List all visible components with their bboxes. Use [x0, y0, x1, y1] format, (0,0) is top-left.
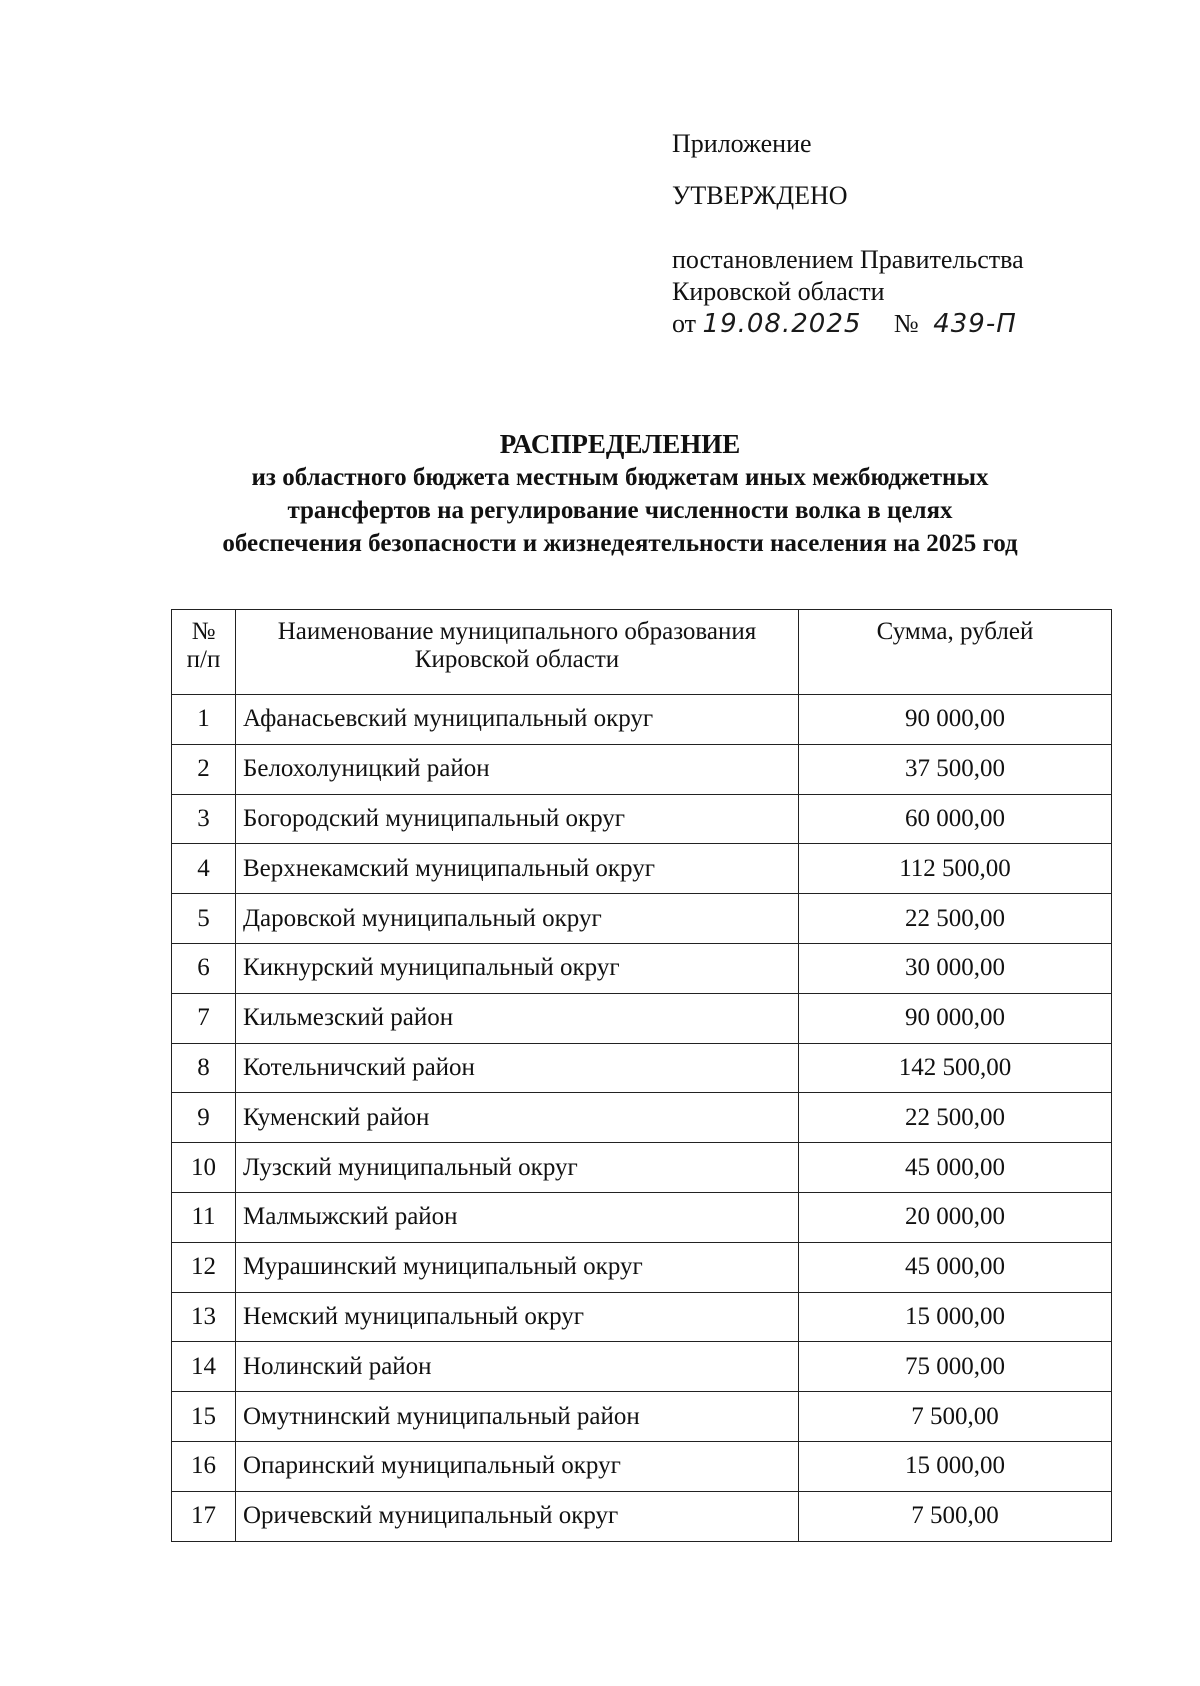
- table-row: [172, 1292, 1112, 1342]
- row-number: 3: [172, 794, 236, 844]
- row-amount: 22 500,00: [799, 1093, 1112, 1143]
- approval-block: [672, 128, 1092, 340]
- row-number: 6: [172, 943, 236, 993]
- title-line-1: из областного бюджета местным бюджетам иных межбюджетных: [251, 464, 989, 491]
- row-amount: 142 500,00: [799, 1043, 1112, 1093]
- table-row: [172, 1392, 1112, 1442]
- table-row: [172, 1342, 1112, 1392]
- row-name: Богородский муниципальный округ: [236, 794, 799, 844]
- date-prefix: от: [672, 309, 697, 338]
- row-amount: 30 000,00: [799, 943, 1112, 993]
- row-number: 5: [172, 894, 236, 944]
- row-amount: 15 000,00: [799, 1441, 1112, 1491]
- title-line-3: обеспечения безопасности и жизнедеятельности населения на 2025 год: [222, 530, 1018, 557]
- row-amount: 60 000,00: [799, 794, 1112, 844]
- table-header-row: [172, 610, 1112, 695]
- table-row: [172, 1192, 1112, 1242]
- row-name: Верхнекамский муниципальный округ: [236, 844, 799, 894]
- row-amount: 7 500,00: [799, 1392, 1112, 1442]
- row-name: Белохолуницкий район: [236, 744, 799, 794]
- row-amount: 20 000,00: [799, 1192, 1112, 1242]
- header-number: [172, 610, 236, 695]
- row-number: 13: [172, 1292, 236, 1342]
- row-amount: 37 500,00: [799, 744, 1112, 794]
- table-row: [172, 1491, 1112, 1541]
- row-name: Омутнинский муниципальный район: [236, 1392, 799, 1442]
- row-amount: 15 000,00: [799, 1292, 1112, 1342]
- header-name-line-2: Кировской области: [414, 646, 620, 673]
- title-line-2: трансфертов на регулирование численности волка в целях: [287, 497, 953, 524]
- handwritten-number: 439-П: [933, 309, 1017, 339]
- row-number: 10: [172, 1143, 236, 1193]
- table-row: [172, 695, 1112, 745]
- row-number: 8: [172, 1043, 236, 1093]
- row-number: 9: [172, 1093, 236, 1143]
- row-number: 11: [172, 1192, 236, 1242]
- appendix-label: Приложение: [672, 129, 812, 158]
- row-number: 16: [172, 1441, 236, 1491]
- row-amount: 45 000,00: [799, 1242, 1112, 1292]
- row-number: 17: [172, 1491, 236, 1541]
- row-amount: 7 500,00: [799, 1491, 1112, 1541]
- row-amount: 45 000,00: [799, 1143, 1112, 1193]
- table-row: [172, 1242, 1112, 1292]
- row-name: Немский муниципальный округ: [236, 1292, 799, 1342]
- table-row: [172, 1043, 1112, 1093]
- row-amount: 112 500,00: [799, 844, 1112, 894]
- header-amount: Сумма, рублей: [799, 610, 1112, 695]
- row-name: Кильмезский район: [236, 993, 799, 1043]
- resolution-line-1: постановлением Правительства: [672, 245, 1024, 274]
- row-number: 12: [172, 1242, 236, 1292]
- resolution-date-line: [672, 308, 1092, 340]
- table-row: [172, 1143, 1112, 1193]
- row-amount: 90 000,00: [799, 695, 1112, 745]
- table-row: [172, 993, 1112, 1043]
- row-amount: 22 500,00: [799, 894, 1112, 944]
- row-name: Опаринский муниципальный округ: [236, 1441, 799, 1491]
- row-number: 7: [172, 993, 236, 1043]
- number-sign: №: [893, 309, 919, 338]
- table-row: [172, 744, 1112, 794]
- row-name: Афанасьевский муниципальный округ: [236, 695, 799, 745]
- document-title: [140, 428, 1100, 560]
- row-number: 14: [172, 1342, 236, 1392]
- row-number: 2: [172, 744, 236, 794]
- distribution-table: [171, 609, 1112, 1542]
- row-name: Нолинский район: [236, 1342, 799, 1392]
- row-amount: 90 000,00: [799, 993, 1112, 1043]
- row-name: Даровской муниципальный округ: [236, 894, 799, 944]
- row-amount: 75 000,00: [799, 1342, 1112, 1392]
- row-number: 15: [172, 1392, 236, 1442]
- header-number-line-2: п/п: [186, 646, 221, 673]
- resolution-line-2: Кировской области: [672, 277, 885, 306]
- table-row: [172, 844, 1112, 894]
- table-row: [172, 1441, 1112, 1491]
- row-name: Котельничский район: [236, 1043, 799, 1093]
- row-name: Мурашинский муниципальный округ: [236, 1242, 799, 1292]
- row-name: Кикнурский муниципальный округ: [236, 943, 799, 993]
- table-row: [172, 794, 1112, 844]
- header-number-line-1: №: [191, 618, 216, 645]
- row-number: 4: [172, 844, 236, 894]
- title-heading: РАСПРЕДЕЛЕНИЕ: [499, 429, 741, 459]
- row-name: Лузский муниципальный округ: [236, 1143, 799, 1193]
- header-name-line-1: Наименование муниципального образования: [277, 618, 757, 645]
- table-row: [172, 894, 1112, 944]
- row-number: 1: [172, 695, 236, 745]
- handwritten-date: 19.08.2025: [702, 309, 862, 339]
- row-name: Оричевский муниципальный округ: [236, 1491, 799, 1541]
- approved-label: УТВЕРЖДЕНО: [672, 181, 848, 210]
- table-row: [172, 1093, 1112, 1143]
- row-name: Куменский район: [236, 1093, 799, 1143]
- row-name: Малмыжский район: [236, 1192, 799, 1242]
- header-name: [236, 610, 799, 695]
- table-row: [172, 943, 1112, 993]
